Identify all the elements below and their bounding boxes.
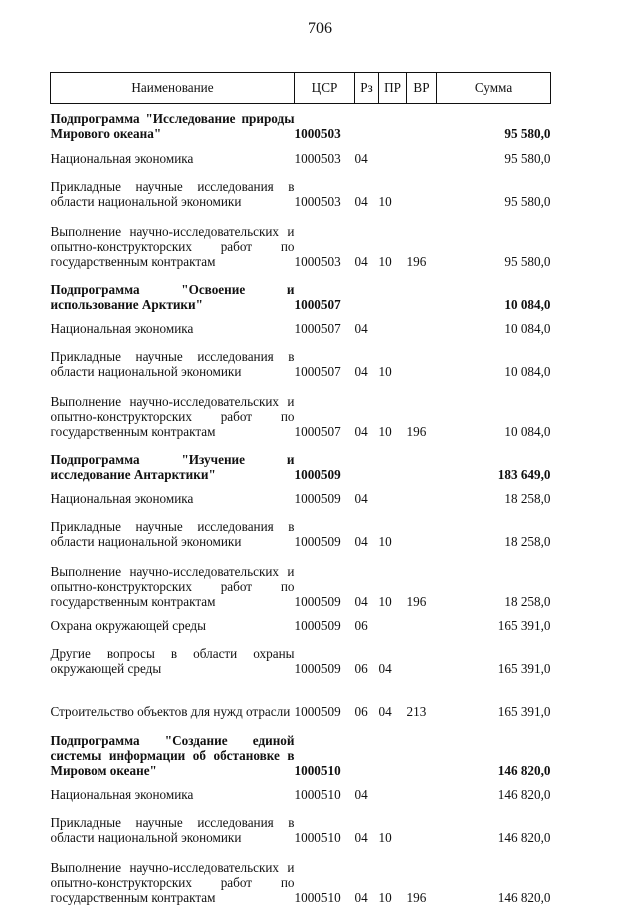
table-row: [51, 167, 551, 210]
row-csr: 1000509: [294, 617, 341, 633]
row-pr: [379, 270, 407, 313]
row-vr: [407, 167, 437, 210]
row-sum: 18 258,0: [504, 533, 551, 549]
row-csr: 1000503: [294, 253, 341, 269]
table-body: [51, 104, 551, 906]
row-csr: 1000509: [294, 703, 341, 719]
header-pr: ПР: [379, 73, 407, 104]
row-rz: [355, 104, 379, 142]
table-row: [51, 337, 551, 380]
row-csr: 1000509: [294, 533, 341, 549]
row-rz: 04: [354, 320, 368, 336]
row-rz: 04: [354, 363, 368, 379]
row-name: Прикладные научные исследования в области национальной экономики: [50, 519, 295, 549]
row-sum: 95 580,0: [504, 125, 551, 141]
row-sum: 183 649,0: [497, 466, 551, 482]
header-rz: Рз: [355, 73, 379, 104]
table-row: [51, 677, 551, 720]
table-row: [51, 550, 551, 610]
row-csr: 1000507: [294, 320, 341, 336]
table-row: [51, 483, 551, 507]
row-vr: [407, 104, 437, 142]
row-name: Выполнение научно-исследовательских и опытно-конструкторских работ по государственным контрактам: [50, 394, 295, 439]
subprogram-row: [51, 440, 551, 483]
row-rz: [355, 720, 379, 779]
table-row: [51, 313, 551, 337]
row-name: Выполнение научно-исследовательских и опытно-конструкторских работ по государственным контрактам: [50, 860, 295, 905]
row-name: Прикладные научные исследования в области национальной экономики: [50, 179, 295, 209]
row-name: Выполнение научно-исследовательских и опытно-конструкторских работ по государственным контрактам: [50, 224, 295, 269]
row-pr: [379, 610, 407, 634]
row-sum: 165 391,0: [497, 617, 551, 633]
row-name: Подпрограмма "Исследование природы Мирового океана": [50, 111, 295, 141]
budget-table: [50, 72, 551, 906]
row-pr: 10: [378, 889, 392, 905]
table-row: [51, 610, 551, 634]
row-vr: [407, 142, 437, 167]
row-rz: [355, 440, 379, 483]
row-rz: 04: [354, 889, 368, 905]
row-csr: 1000503: [294, 125, 341, 141]
row-rz: 04: [354, 786, 368, 802]
table-row: [51, 803, 551, 846]
subprogram-row: [51, 720, 551, 779]
row-sum: 95 580,0: [504, 193, 551, 209]
row-name: Подпрограмма "Создание единой системы информации об обстановке в Мировом океане": [50, 733, 295, 778]
row-sum: 18 258,0: [504, 490, 551, 506]
row-vr: [407, 270, 437, 313]
row-vr: [407, 720, 437, 779]
row-pr: [379, 720, 407, 779]
row-name: Прикладные научные исследования в области национальной экономики: [50, 815, 295, 845]
header-name: Наименование: [51, 73, 295, 104]
header-vr: ВР: [407, 73, 437, 104]
row-csr: 1000510: [294, 829, 341, 845]
row-vr: 196: [406, 423, 427, 439]
row-sum: 10 084,0: [504, 423, 551, 439]
row-vr: [407, 610, 437, 634]
row-pr: 10: [378, 593, 392, 609]
row-rz: 04: [354, 193, 368, 209]
row-rz: 06: [354, 617, 368, 633]
row-name: Охрана окружающей среды: [50, 617, 206, 633]
row-rz: 04: [354, 253, 368, 269]
row-rz: [355, 270, 379, 313]
row-rz: 06: [354, 703, 368, 719]
row-vr: [407, 779, 437, 803]
row-vr: 196: [406, 889, 427, 905]
row-rz: 04: [354, 423, 368, 439]
row-vr: 196: [406, 253, 427, 269]
row-csr: 1000509: [294, 660, 341, 676]
row-sum: 146 820,0: [497, 889, 551, 905]
header-sum: Сумма: [437, 73, 551, 104]
row-pr: 10: [378, 829, 392, 845]
subprogram-row: [51, 104, 551, 142]
row-csr: 1000507: [294, 363, 341, 379]
row-sum: 10 084,0: [504, 363, 551, 379]
row-sum: 146 820,0: [497, 762, 551, 778]
row-csr: 1000503: [294, 150, 341, 166]
row-vr: [407, 483, 437, 507]
row-name: Строительство объектов для нужд отрасли: [50, 703, 291, 719]
row-csr: 1000509: [294, 593, 341, 609]
row-sum: 10 084,0: [504, 296, 551, 312]
table-row: [51, 507, 551, 550]
row-pr: 04: [378, 660, 392, 676]
row-sum: 10 084,0: [504, 320, 551, 336]
row-rz: 04: [354, 829, 368, 845]
row-name: Национальная экономика: [50, 320, 194, 336]
table-row: [51, 779, 551, 803]
row-name: Национальная экономика: [50, 150, 194, 166]
table-row: [51, 634, 551, 677]
row-sum: 95 580,0: [504, 150, 551, 166]
table-header-row: [51, 73, 551, 104]
row-vr: [407, 337, 437, 380]
row-sum: 146 820,0: [497, 829, 551, 845]
subprogram-row: [51, 270, 551, 313]
row-vr: [407, 313, 437, 337]
row-rz: 04: [354, 593, 368, 609]
row-name: Подпрограмма "Освоение и использование Арктики": [50, 282, 295, 312]
row-vr: [407, 440, 437, 483]
row-csr: 1000509: [294, 490, 341, 506]
table-row: [51, 210, 551, 270]
row-csr: 1000510: [294, 762, 341, 778]
row-pr: 10: [378, 423, 392, 439]
row-name: Выполнение научно-исследовательских и опытно-конструкторских работ по государственным контрактам: [50, 564, 295, 609]
row-vr: 196: [406, 593, 427, 609]
row-sum: 95 580,0: [504, 253, 551, 269]
row-pr: [379, 440, 407, 483]
header-csr: ЦСР: [295, 73, 355, 104]
row-sum: 18 258,0: [504, 593, 551, 609]
row-vr: [407, 803, 437, 846]
table-row: [51, 380, 551, 440]
row-pr: 10: [378, 533, 392, 549]
row-pr: 04: [378, 703, 392, 719]
row-pr: 10: [378, 363, 392, 379]
table-row: [51, 142, 551, 167]
row-csr: 1000507: [294, 296, 341, 312]
row-csr: 1000509: [294, 466, 341, 482]
row-name: Прикладные научные исследования в области национальной экономики: [50, 349, 295, 379]
row-csr: 1000510: [294, 786, 341, 802]
row-csr: 1000510: [294, 889, 341, 905]
row-name: Другие вопросы в области охраны окружающей среды: [50, 646, 295, 676]
row-name: Национальная экономика: [50, 490, 194, 506]
row-pr: [379, 313, 407, 337]
row-pr: [379, 779, 407, 803]
table-row: [51, 846, 551, 906]
page-number: 706: [308, 20, 332, 37]
row-rz: 04: [354, 150, 368, 166]
row-pr: 10: [378, 193, 392, 209]
row-csr: 1000503: [294, 193, 341, 209]
row-sum: 165 391,0: [497, 703, 551, 719]
row-vr: [407, 507, 437, 550]
row-vr: 213: [406, 703, 427, 719]
row-sum: 146 820,0: [497, 786, 551, 802]
row-rz: 04: [354, 490, 368, 506]
row-rz: 06: [354, 660, 368, 676]
row-sum: 165 391,0: [497, 660, 551, 676]
row-pr: [379, 104, 407, 142]
row-name: Национальная экономика: [50, 786, 194, 802]
row-rz: 04: [354, 533, 368, 549]
row-pr: [379, 483, 407, 507]
row-csr: 1000507: [294, 423, 341, 439]
row-pr: 10: [378, 253, 392, 269]
row-name: Подпрограмма "Изучение и исследование Антарктики": [50, 452, 295, 482]
row-pr: [379, 142, 407, 167]
row-vr: [407, 634, 437, 677]
